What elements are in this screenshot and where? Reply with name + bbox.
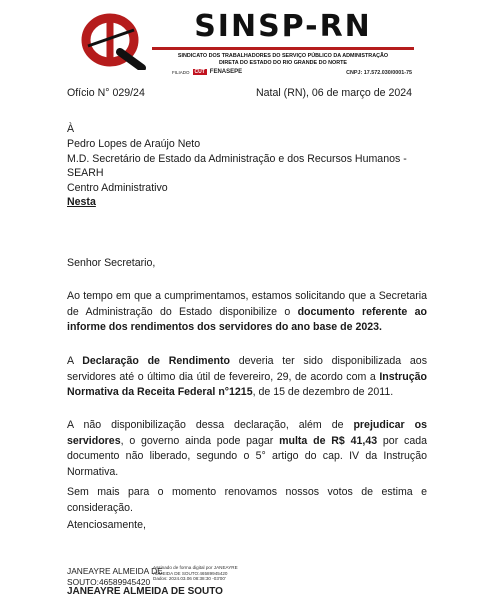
p3-text-a: A não disponibilização dessa declaração, além de	[67, 419, 354, 431]
p2-text-b: deveria ter sido disponibilizada aos servidores até o último dia útil de fevereiro, 29, de acordo com a	[67, 355, 427, 383]
brand-name: SINSP-RN	[194, 9, 372, 44]
p3-text-b: , o governo ainda pode pagar	[120, 434, 280, 447]
recipient-nesta: Nesta	[67, 196, 96, 208]
p1-bold: documento referente ao informe dos rendimentos dos servidores do ano base de 2023.	[67, 305, 427, 333]
cut-badge: CUT	[194, 69, 205, 75]
place-date: Natal (RN), 06 de março de 2024	[256, 87, 413, 99]
recipient-title-2: SEARH	[67, 167, 104, 179]
paragraph-3	[67, 418, 427, 480]
p3-text-c: por cada documento não liberado, segundo o 5° artigo do cap. IV da Instrução Normativa.	[67, 434, 427, 478]
tagline-line-2: DIRETA DO ESTADO DO RIO GRANDE DO NORTE	[218, 60, 348, 66]
recipient-title-1: M.D. Secretário de Estado da Administração e dos Recursos Humanos -	[67, 153, 407, 165]
p2-text-a: A	[67, 355, 83, 367]
signature-name-line-2: SOUTO:46589945420	[67, 577, 151, 587]
paragraph-1	[67, 289, 427, 336]
signature-name-line-1: JANEAYRE ALMEIDA DE	[67, 566, 163, 576]
digital-signature-stamp	[153, 565, 238, 582]
fenasepe-label: FENASEPE	[209, 69, 243, 75]
p1-text: Ao tempo em que a cumprimentamos, estamos solicitando que a Secretaria de Administração do Estado disponibilize o	[67, 290, 427, 318]
signature-name-block	[67, 566, 163, 588]
stamp-line-1: Assinado de forma digital por JANEAYRE	[153, 565, 238, 570]
stamp-line-3: Dados: 2024.03.06 08:38:30 -03'00'	[153, 576, 226, 582]
stamp-line-2: ALMEIDA DE SOUTO:46589945420	[153, 570, 228, 576]
paragraph-2	[67, 354, 427, 401]
paragraph-4: Sem mais para o momento renovamos nossos votos de estima e consideração.	[67, 486, 427, 514]
recipient-to: À	[67, 123, 75, 135]
p3-bold-a: prejudicar os servidores	[67, 419, 427, 447]
sinsp-logo-icon	[80, 12, 148, 70]
cnpj: CNPJ: 17.572.030/0001-75	[346, 70, 412, 76]
p2-bold-b: Instrução Normativa da Receita Federal n°1215	[67, 370, 427, 398]
union-tagline	[152, 53, 414, 67]
p2-text-c: , de 15 de dezembro de 2011.	[252, 386, 394, 398]
recipient-place: Centro Administrativo	[67, 182, 168, 194]
signatory-printed-name: JANEAYRE ALMEIDA DE SOUTO	[67, 586, 223, 597]
recipient-name: Pedro Lopes de Araújo Neto	[67, 138, 201, 150]
letterhead	[80, 9, 416, 80]
salutation: Senhor Secretario,	[67, 257, 156, 269]
p3-bold-b: multa de R$ 41,43	[279, 434, 378, 447]
closing: Atenciosamente,	[67, 519, 146, 531]
affiliation	[172, 69, 242, 75]
oficio-number: Ofício N° 029/24	[67, 87, 145, 99]
p2-bold-a: Declaração de Rendimento	[82, 355, 230, 367]
tagline-line-1: SINDICATO DOS TRABALHADORES DO SERVIÇO PÚBLICO DA ADMINISTRAÇÃO	[177, 53, 389, 59]
brand-divider	[152, 47, 414, 50]
filiado-label: FILIADO	[172, 69, 190, 75]
